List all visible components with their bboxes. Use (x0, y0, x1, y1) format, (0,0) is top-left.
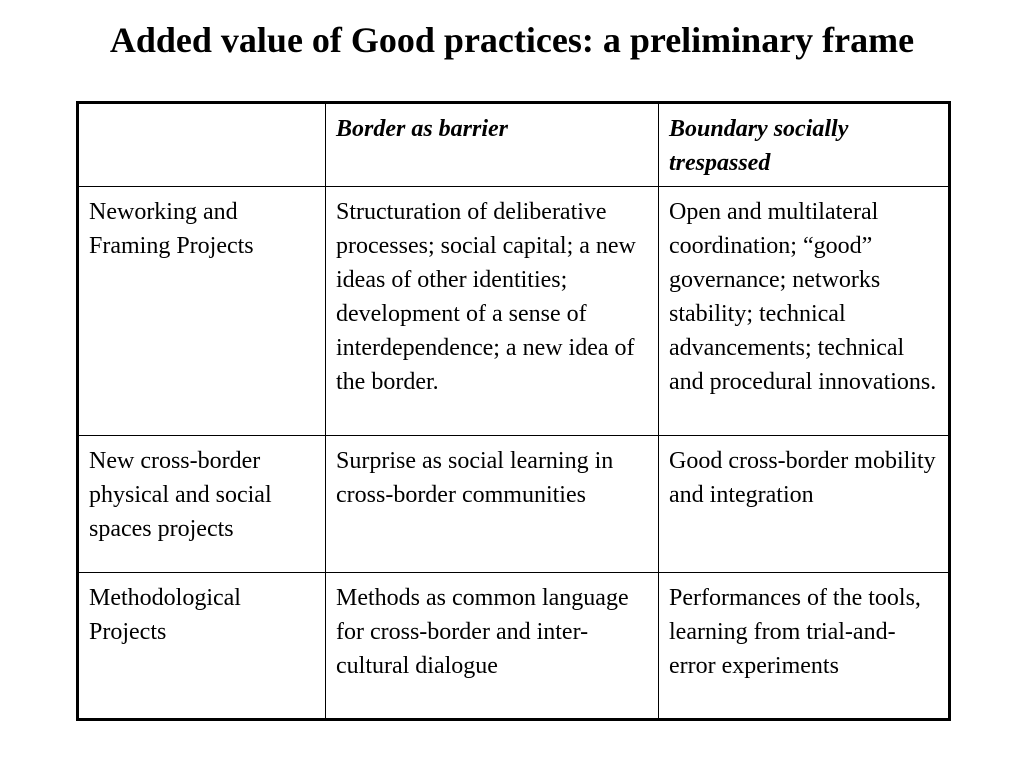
row-label-cell: Neworking and Framing Projects (78, 187, 326, 436)
barrier-cell: Structuration of deliberative processes; social capital; a new ideas of other identities; development of a sense of interdependence; a new idea of the border. (326, 187, 659, 436)
table-row (78, 187, 950, 436)
header-cell-border-as-barrier: Border as barrier (326, 103, 659, 187)
table-row (78, 573, 950, 720)
barrier-cell: Methods as common language for cross-border and inter-cultural dialogue (326, 573, 659, 720)
header-cell-empty (78, 103, 326, 187)
trespassed-cell: Open and multilateral coordination; “good” governance; networks stability; technical advancements; technical and procedural innovations. (659, 187, 950, 436)
header-cell-boundary-socially-trespassed: Boundary socially trespassed (659, 103, 950, 187)
trespassed-cell: Performances of the tools, learning from trial-and-error experiments (659, 573, 950, 720)
row-label-cell: New cross-border physical and social spaces projects (78, 436, 326, 573)
good-practices-table (76, 101, 951, 721)
row-label-cell: Methodological Projects (78, 573, 326, 720)
table-header-row (78, 103, 950, 187)
slide-title: Added value of Good practices: a preliminary frame (109, 20, 915, 60)
table-row (78, 436, 950, 573)
barrier-cell: Surprise as social learning in cross-border communities (326, 436, 659, 573)
trespassed-cell: Good cross-border mobility and integration (659, 436, 950, 573)
